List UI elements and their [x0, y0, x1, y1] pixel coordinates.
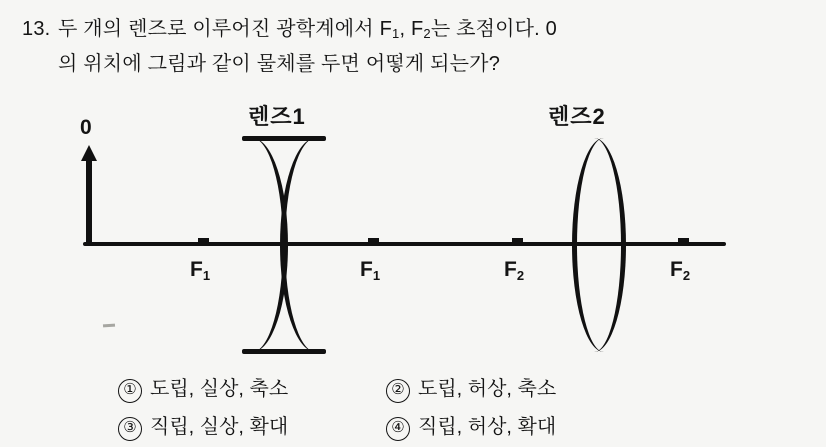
answer-text-2: 도립, 허상, 축소 — [418, 378, 557, 400]
answer-text-3: 직립, 실상, 확대 — [150, 416, 289, 438]
focal-tick-4 — [678, 238, 689, 243]
question-sub-1: 1 — [392, 26, 400, 41]
answer-option-4[interactable] — [386, 408, 556, 446]
focal-label-1-sub: 1 — [202, 268, 211, 283]
answer-text-4: 직립, 허상, 확대 — [418, 416, 557, 438]
answer-option-2[interactable] — [386, 370, 556, 408]
question-line-2 — [22, 49, 802, 80]
answer-choices — [118, 370, 818, 446]
answer-row-1 — [118, 370, 818, 408]
lens1-right-curve — [280, 138, 331, 352]
focal-label-4-letter: F — [670, 258, 683, 281]
focal-label-3 — [504, 258, 524, 283]
question-line-1-part-b: , F — [399, 18, 424, 40]
answer-row-2 — [118, 408, 818, 446]
question-line-1 — [22, 14, 802, 49]
focal-label-4-sub: 2 — [682, 268, 691, 283]
optical-axis — [83, 242, 726, 246]
answer-option-3[interactable] — [118, 408, 386, 446]
lens1-label: 렌즈1 — [248, 104, 306, 129]
answer-marker-1: ① — [118, 379, 142, 403]
concave-lens-1 — [242, 136, 326, 354]
focal-label-3-sub: 2 — [516, 268, 525, 283]
answer-marker-2: ② — [386, 379, 410, 403]
answer-option-1[interactable] — [118, 370, 386, 408]
focal-label-4 — [670, 258, 690, 283]
focal-tick-1 — [198, 238, 209, 243]
question-line-2-text: 의 위치에 그림과 같이 물체를 두면 어떻게 되는가? — [58, 53, 501, 75]
question-text — [22, 14, 802, 80]
focal-tick-3 — [512, 238, 523, 243]
object-label: 0 — [80, 116, 92, 139]
question-line-1-part-a: 두 개의 렌즈로 이루어진 광학계에서 F — [58, 18, 392, 40]
lens2-label: 렌즈2 — [548, 104, 606, 129]
question-sub-2: 2 — [423, 26, 431, 41]
focal-label-1 — [190, 258, 210, 283]
focal-label-2-letter: F — [360, 258, 373, 281]
focal-tick-2 — [368, 238, 379, 243]
question-number: 13. — [22, 18, 51, 40]
answer-marker-3: ③ — [118, 417, 142, 441]
question-line-1-part-c: 는 초점이다. 0 — [430, 18, 558, 40]
focal-label-3-letter: F — [504, 258, 517, 281]
convex-lens-2 — [572, 138, 626, 352]
focal-label-2 — [360, 258, 380, 283]
lens2-right-curve — [594, 138, 626, 352]
focal-label-1-letter: F — [190, 258, 203, 281]
answer-marker-4: ④ — [386, 417, 410, 441]
optics-diagram — [0, 92, 826, 362]
object-arrow-shaft — [86, 152, 92, 244]
focal-label-2-sub: 1 — [372, 268, 381, 283]
scan-artifact — [103, 324, 115, 328]
answer-text-1: 도립, 실상, 축소 — [150, 378, 289, 400]
